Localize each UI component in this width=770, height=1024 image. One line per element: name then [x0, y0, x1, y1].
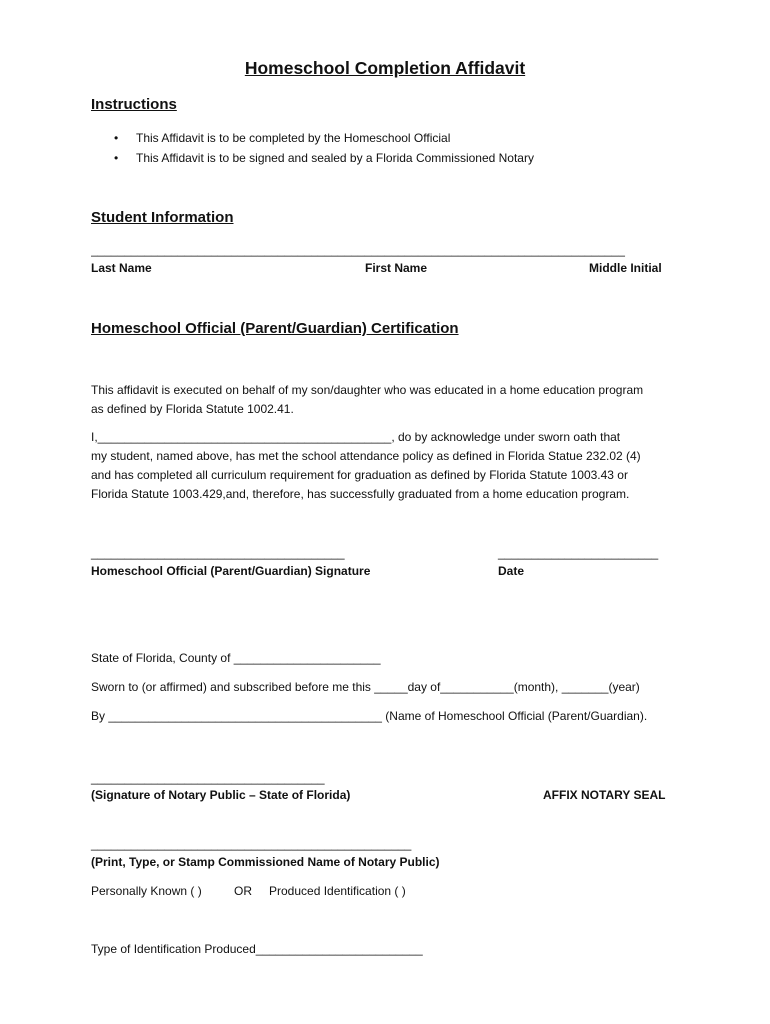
official-signature-line: ______________________________________ — [91, 546, 345, 560]
cert-para1-line1: This affidavit is executed on behalf of my son/daughter who was educated in a home education program — [91, 383, 644, 397]
middle-initial-label: Middle Initial — [589, 261, 662, 275]
first-name-label: First Name — [365, 261, 428, 275]
official-signature-label: Homeschool Official (Parent/Guardian) Signature — [91, 564, 371, 578]
or-label: OR — [234, 884, 252, 898]
affix-seal-label: AFFIX NOTARY SEAL — [543, 788, 666, 802]
notary-signature-line: ___________________________________ — [91, 771, 325, 785]
sworn-line: Sworn to (or affirmed) and subscribed before me this _____day of___________(month), _______(year) — [91, 680, 640, 694]
cert-para1-line2: as defined by Florida Statute 1002.41. — [91, 402, 294, 416]
cert-para2-line2: my student, named above, has met the school attendance policy as defined in Florida Statue 232.02 (4) — [91, 449, 641, 463]
instruction-bullet-1: • This Affidavit is to be completed by the Homeschool Official — [136, 131, 450, 145]
certification-heading: Homeschool Official (Parent/Guardian) Certification — [91, 320, 459, 337]
date-label: Date — [498, 564, 525, 578]
personally-known-option: Personally Known ( ) — [91, 884, 202, 898]
student-info-heading: Student Information — [91, 209, 234, 226]
page-title: Homeschool Completion Affidavit — [244, 58, 526, 78]
instruction-bullet-2: • This Affidavit is to be signed and sealed by a Florida Commissioned Notary — [136, 151, 534, 165]
cert-para2-line4: Florida Statute 1003.429,and, therefore, has successfully graduated from a home education program. — [91, 487, 630, 501]
produced-identification-option: Produced Identification ( ) — [269, 884, 406, 898]
notary-name-line: ________________________________________________ — [91, 837, 412, 851]
instructions-heading: Instructions — [91, 96, 177, 113]
county-line: State of Florida, County of ______________________ — [91, 651, 381, 665]
cert-para2-line3: and has completed all curriculum requirement for graduation as defined by Florida Statute 1003.43 or — [91, 468, 628, 482]
date-line: ________________________ — [498, 546, 659, 560]
notary-signature-label: (Signature of Notary Public – State of Florida) — [91, 788, 351, 802]
last-name-label: Last Name — [91, 261, 152, 275]
student-name-line: ________________________________________________________________________________ — [91, 243, 625, 257]
by-official-line: By _________________________________________ (Name of Homeschool Official (Parent/Guardian). — [91, 709, 648, 723]
notary-name-label: (Print, Type, or Stamp Commissioned Name of Notary Public) — [91, 855, 440, 869]
identification-type-line: Type of Identification Produced_________________________ — [91, 942, 423, 956]
cert-para2-line1: I,____________________________________________, do by acknowledge under sworn oath that — [91, 430, 621, 444]
